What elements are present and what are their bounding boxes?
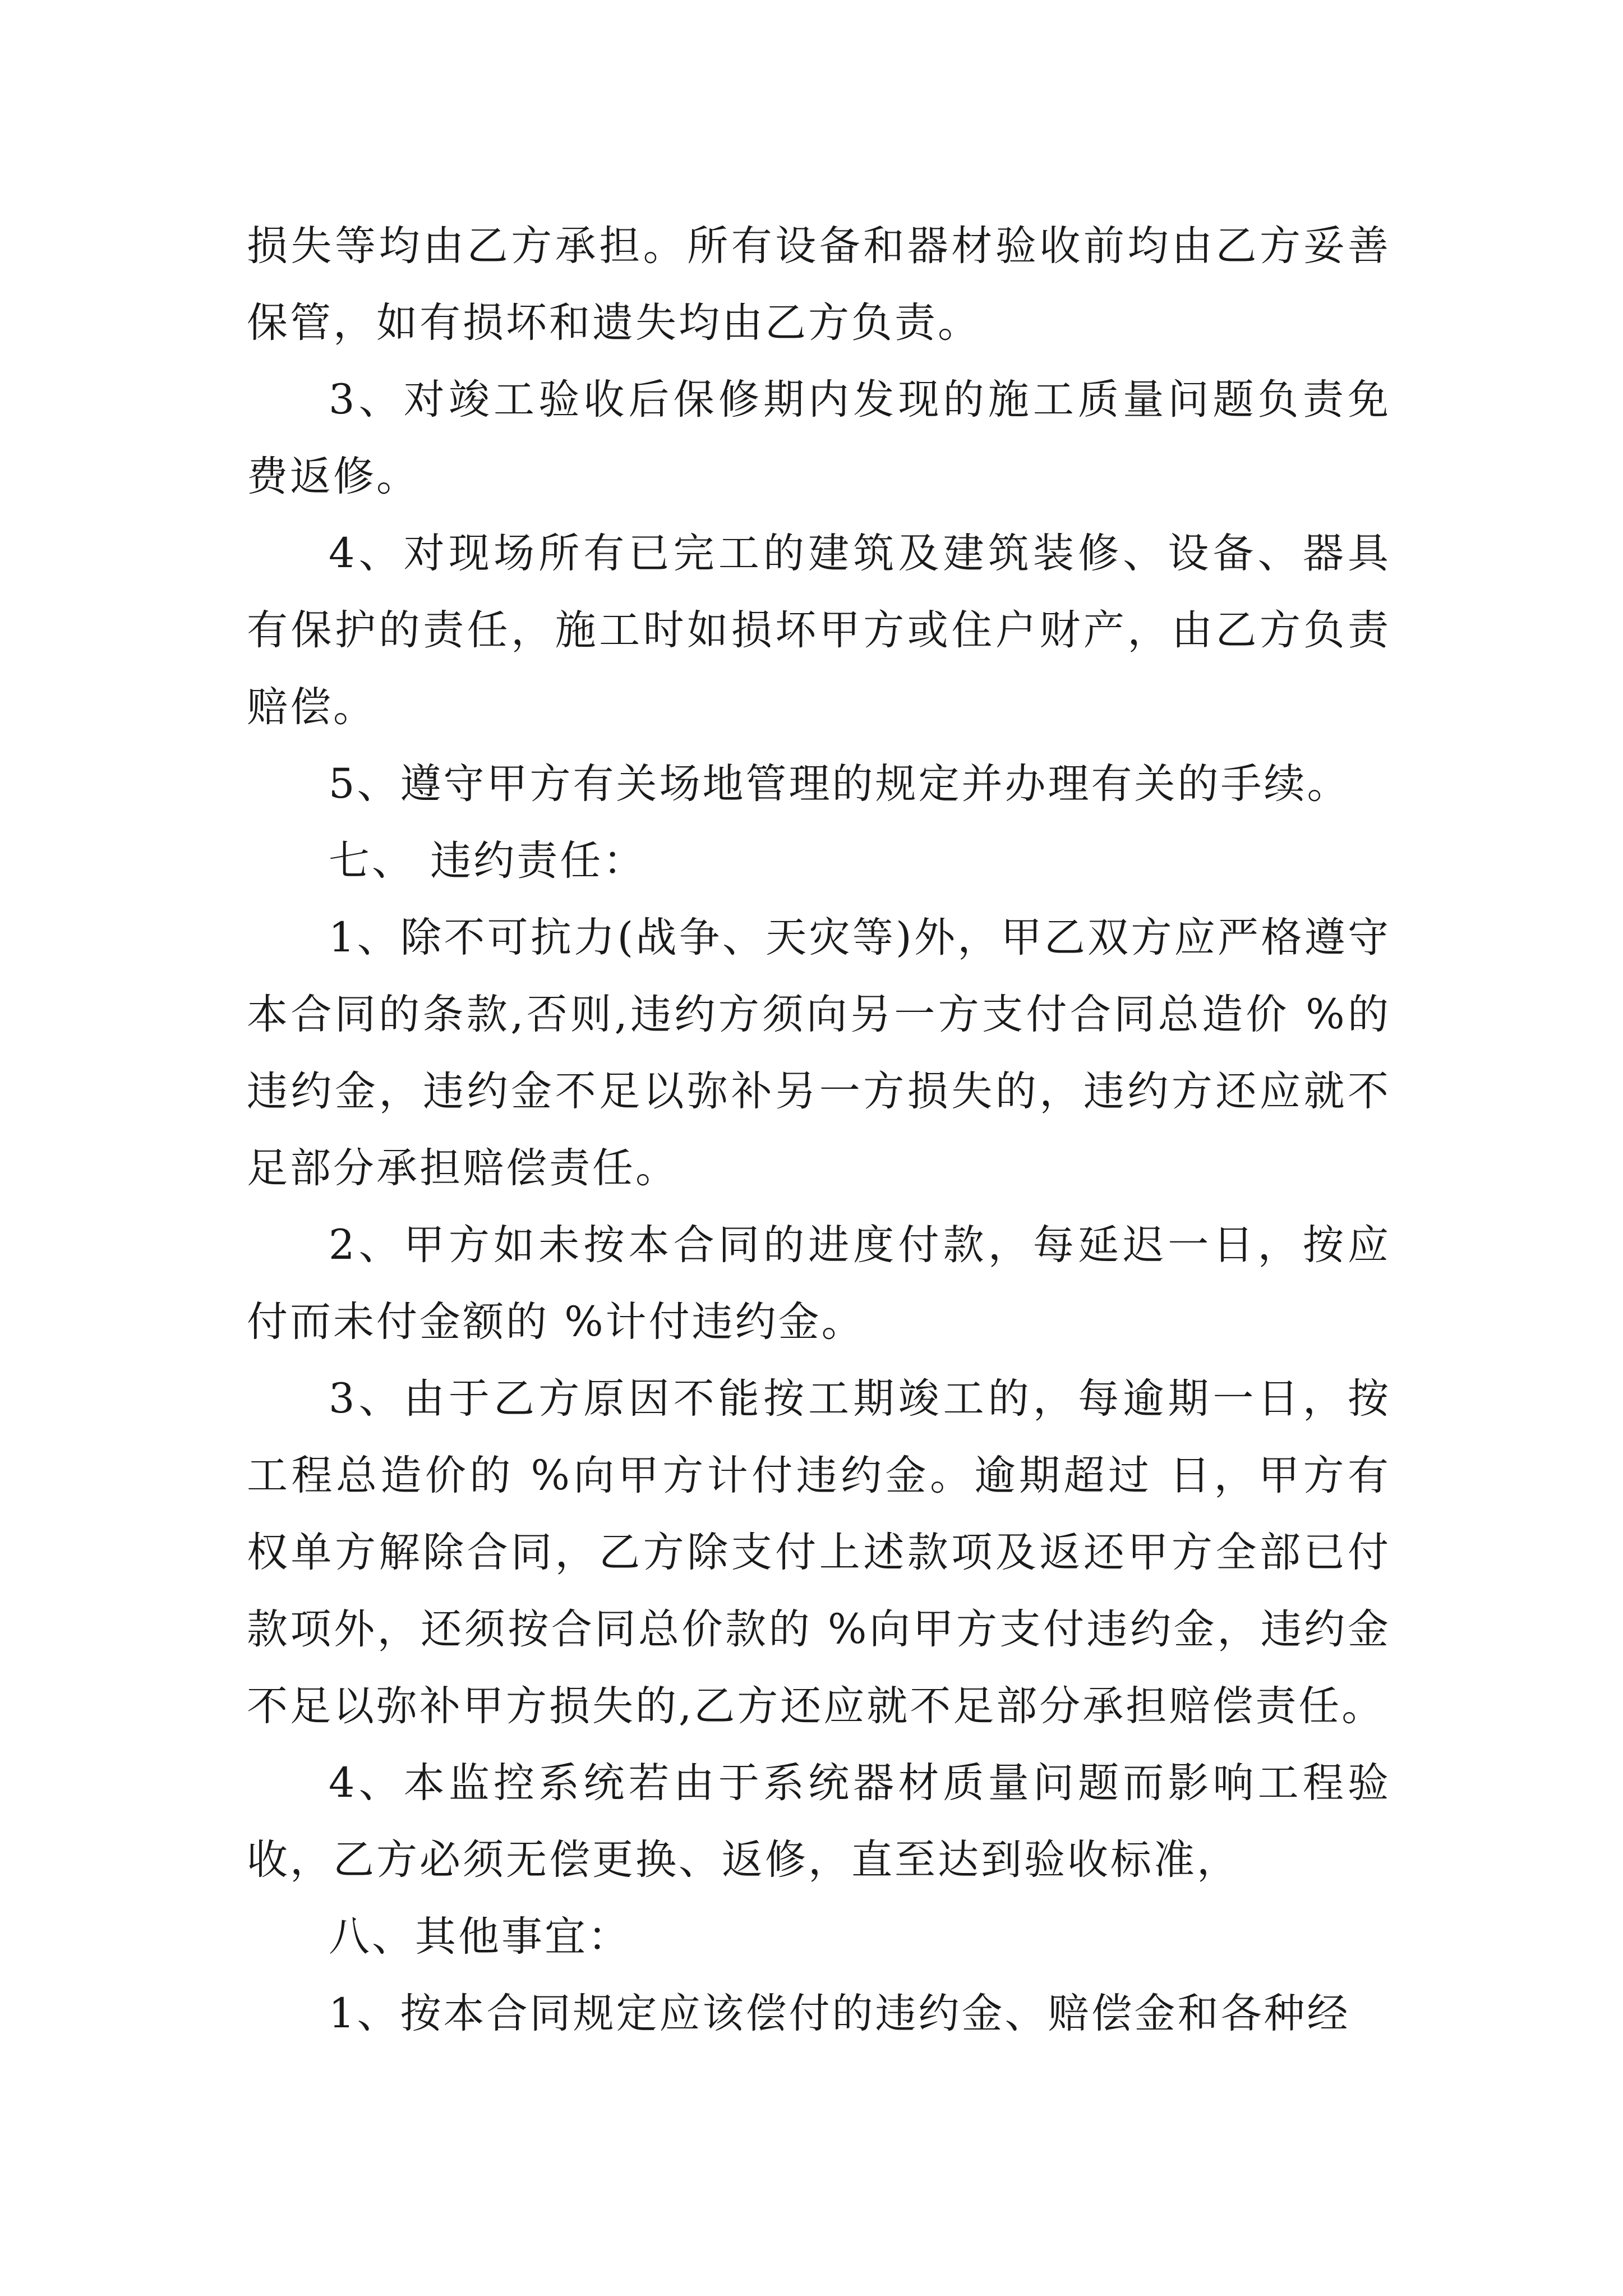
paragraph-other-1-penalties: 1、按本合同规定应该偿付的违约金、赔偿金和各种经 <box>329 1990 1350 2037</box>
paragraph-breach-1-force-majeure: 1、除不可抗力(战争、天灾等)外，甲乙双方应严格遵守本合同的条款,否则,违约方须向另一方支付合同总造价 %的违约金，违约金不足以弥补另一方损失的，违约方还应就不足部分承担赔偿责任。 <box>247 914 1391 1192</box>
section-heading-breach-liability: 七、 违约责任： <box>329 837 647 885</box>
paragraph-clause-3-warranty: 3、对竣工验收后保修期内发现的施工质量问题负责免费返修。 <box>247 376 1391 500</box>
paragraph-clause-4-protection: 4、对现场所有已完工的建筑及建筑装修、设备、器具有保护的责任，施工时如损坏甲方或住户财产，由乙方负责赔偿。 <box>247 530 1391 731</box>
section-heading-other-matters: 八、其他事宜： <box>329 1913 631 1961</box>
paragraph-clause-5-site-rules: 5、遵守甲方有关场地管理的规定并办理有关的手续。 <box>329 760 1350 808</box>
document-page <box>247 208 1391 2052</box>
paragraph-breach-3-delay: 3、由于乙方原因不能按工期竣工的，每逾期一日，按工程总造价的 %向甲方计付违约金。逾期超过 日，甲方有权单方解除合同，乙方除支付上述款项及返还甲方全部已付款项外，还须按合同总价款的 %向甲方支付违约金，违约金不足以弥补甲方损失的,乙方还应就不足部分承担赔偿责任。 <box>247 1375 1391 1730</box>
paragraph-breach-2-late-payment: 2、甲方如未按本合同的进度付款，每延迟一日，按应付而未付金额的 %计付违约金。 <box>247 1221 1391 1346</box>
paragraph-breach-4-quality: 4、本监控系统若由于系统器材质量问题而影响工程验收，乙方必须无偿更换、返修，直至达到验收标准， <box>247 1759 1391 1884</box>
paragraph-loss-custody: 损失等均由乙方承担。所有设备和器材验收前均由乙方妥善保管，如有损坏和遗失均由乙方负责。 <box>247 222 1391 347</box>
